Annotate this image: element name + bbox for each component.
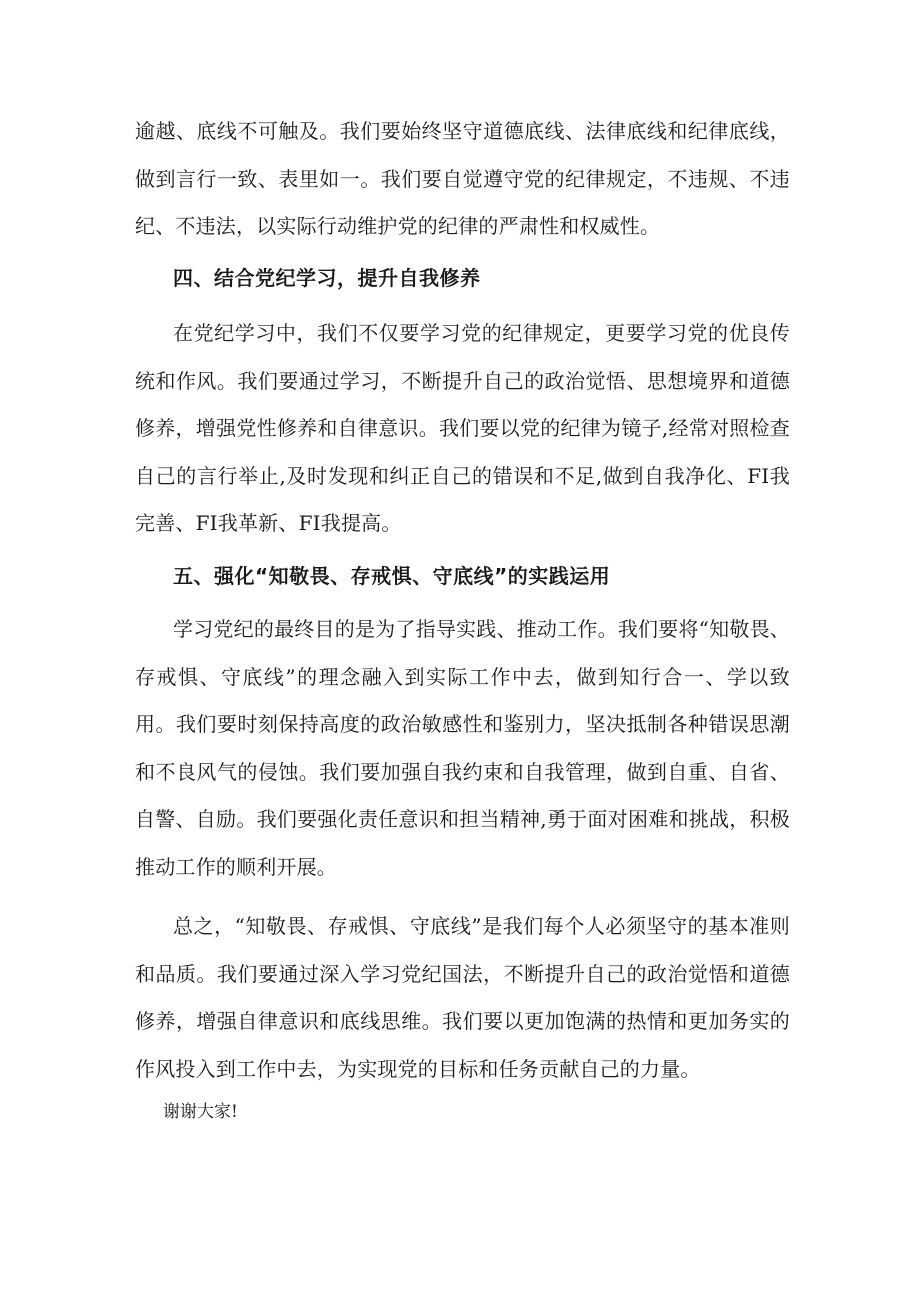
closing-line: 谢谢大家! (163, 1102, 238, 1122)
section-4-heading: 四、结合党纪学习，提升自我修养 (173, 265, 481, 290)
section-5-paragraph: 学习党纪的最终目的是为了指导实践、推动工作。我们要将“知敬畏、存戒惧、守底线”的理念融入到实际工作中去，做到知行合一、学以致用。我们要时刻保持高度的政治敏感性和鉴别力，坚决抵制各种错误思潮和不良风气的侵蚀。我们要加强自我约束和自我管理，做到自重、自省、自警、自励。我们要强化责任意识和担当精神,勇于面对困难和挑战，积极推动工作的顺利开展。 (135, 617, 790, 879)
section-5-heading: 五、强化“知敬畏、存戒惧、守底线”的实践运用 (173, 563, 611, 588)
summary-paragraph: 总之，“知敬畏、存戒惧、守底线”是我们每个人必须坚守的基本准则和品质。我们要通过深入学习党纪国法，不断提升自己的政治觉悟和道德修养，增强自律意识和底线思维。我们要以更加饱满的热情和更加务实的作风投入到工作中去，为实现党的目标和任务贡献自己的力量。 (135, 914, 790, 1081)
document-body (135, 108, 790, 1127)
section-4-paragraph: 在党纪学习中，我们不仅要学习党的纪律规定，更要学习党的优良传统和作风。我们要通过学习，不断提升自己的政治觉悟、思想境界和道德修养，增强党性修养和自律意识。我们要以党的纪律为镜子,经常对照检查自己的言行举止,及时发现和纠正自己的错误和不足,做到自我净化、FI我完善、FI我革新、FI我提高。 (135, 321, 790, 535)
continuation-paragraph: 逾越、底线不可触及。我们要始终坚守道德底线、法律底线和纪律底线，做到言行一致、表里如一。我们要自觉遵守党的纪律规定，不违规、不违纪、不违法，以实际行动维护党的纪律的严肃性和权威性。 (135, 119, 790, 238)
